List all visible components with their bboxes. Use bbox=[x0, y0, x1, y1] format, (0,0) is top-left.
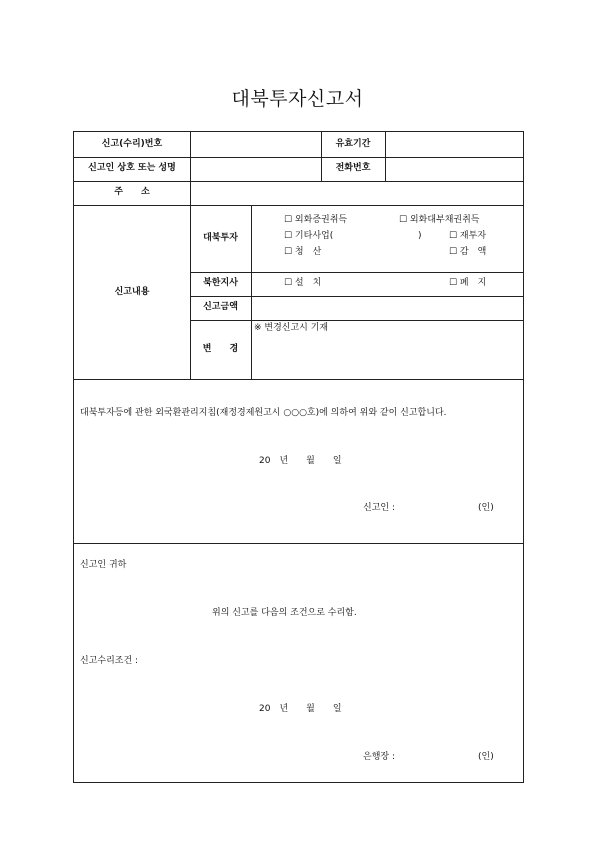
option-liquidation[interactable]: ☐ 청 산 bbox=[284, 247, 322, 257]
report-no-field[interactable] bbox=[192, 134, 319, 155]
option-reduction[interactable]: ☐ 감 액 bbox=[449, 247, 487, 257]
amount-label: 신고금액 bbox=[203, 302, 238, 312]
investment-label: 대북투자 bbox=[203, 233, 238, 243]
page-title: 대북투자신고서 bbox=[231, 88, 364, 110]
row-divider bbox=[74, 543, 523, 544]
acceptance-date: 20 년 월 일 bbox=[259, 704, 342, 714]
report-no-label: 신고(수리)번호 bbox=[101, 139, 163, 149]
applicant-seal: (인) bbox=[478, 503, 494, 513]
other-business-close: ) bbox=[418, 231, 422, 241]
option-loan-claims[interactable]: ☐ 외화대부채권취득 bbox=[399, 215, 480, 225]
declaration-date: 20 년 월 일 bbox=[259, 456, 342, 466]
option-branch-close[interactable]: ☐ 폐 지 bbox=[449, 278, 487, 288]
option-reinvestment[interactable]: ☐ 재투자 bbox=[449, 231, 487, 241]
option-securities[interactable]: ☐ 외화증권취득 bbox=[284, 215, 348, 225]
branch-label: 북한지사 bbox=[203, 278, 238, 288]
content-section-label: 신고내용 bbox=[114, 287, 150, 297]
phone-label: 전화번호 bbox=[335, 163, 371, 173]
col-divider bbox=[251, 205, 252, 379]
acceptance-recipient: 신고인 귀하 bbox=[80, 560, 127, 570]
report-form bbox=[73, 131, 524, 783]
address-label: 주 소 bbox=[114, 187, 150, 197]
amount-field[interactable] bbox=[253, 298, 521, 318]
declaration-text: 대북투자등에 관한 외국환관리지침(재정경제원고시 ○○○호)에 의하여 위와 같이 신고합니다. bbox=[80, 408, 447, 418]
address-field[interactable] bbox=[192, 183, 521, 203]
col-divider bbox=[385, 132, 386, 181]
row-divider bbox=[74, 205, 523, 206]
row-divider bbox=[74, 379, 523, 380]
row-divider bbox=[190, 296, 523, 297]
phone-field[interactable] bbox=[387, 159, 521, 179]
row-divider bbox=[74, 181, 523, 182]
change-label: 변 경 bbox=[202, 344, 239, 354]
bank-label: 은행장 : bbox=[363, 752, 395, 762]
col-divider bbox=[190, 132, 191, 379]
validity-label: 유효기간 bbox=[335, 139, 371, 149]
option-other-business[interactable]: ☐ 기타사업( bbox=[284, 231, 334, 241]
applicant-label: 신고인 : bbox=[363, 503, 395, 513]
row-divider bbox=[190, 272, 523, 273]
row-divider bbox=[74, 157, 523, 158]
name-label: 신고인 상호 또는 성명 bbox=[88, 163, 176, 173]
option-branch-establish[interactable]: ☐ 설 치 bbox=[284, 278, 322, 288]
row-divider bbox=[190, 320, 523, 321]
conditions-label: 신고수리조건 : bbox=[80, 656, 139, 666]
name-field[interactable] bbox=[192, 159, 319, 179]
change-note: ※ 변경신고시 기재 bbox=[254, 323, 329, 333]
bank-seal: (인) bbox=[478, 752, 494, 762]
acceptance-text: 위의 신고를 다음의 조건으로 수리함. bbox=[212, 608, 357, 618]
validity-field[interactable] bbox=[387, 134, 521, 155]
